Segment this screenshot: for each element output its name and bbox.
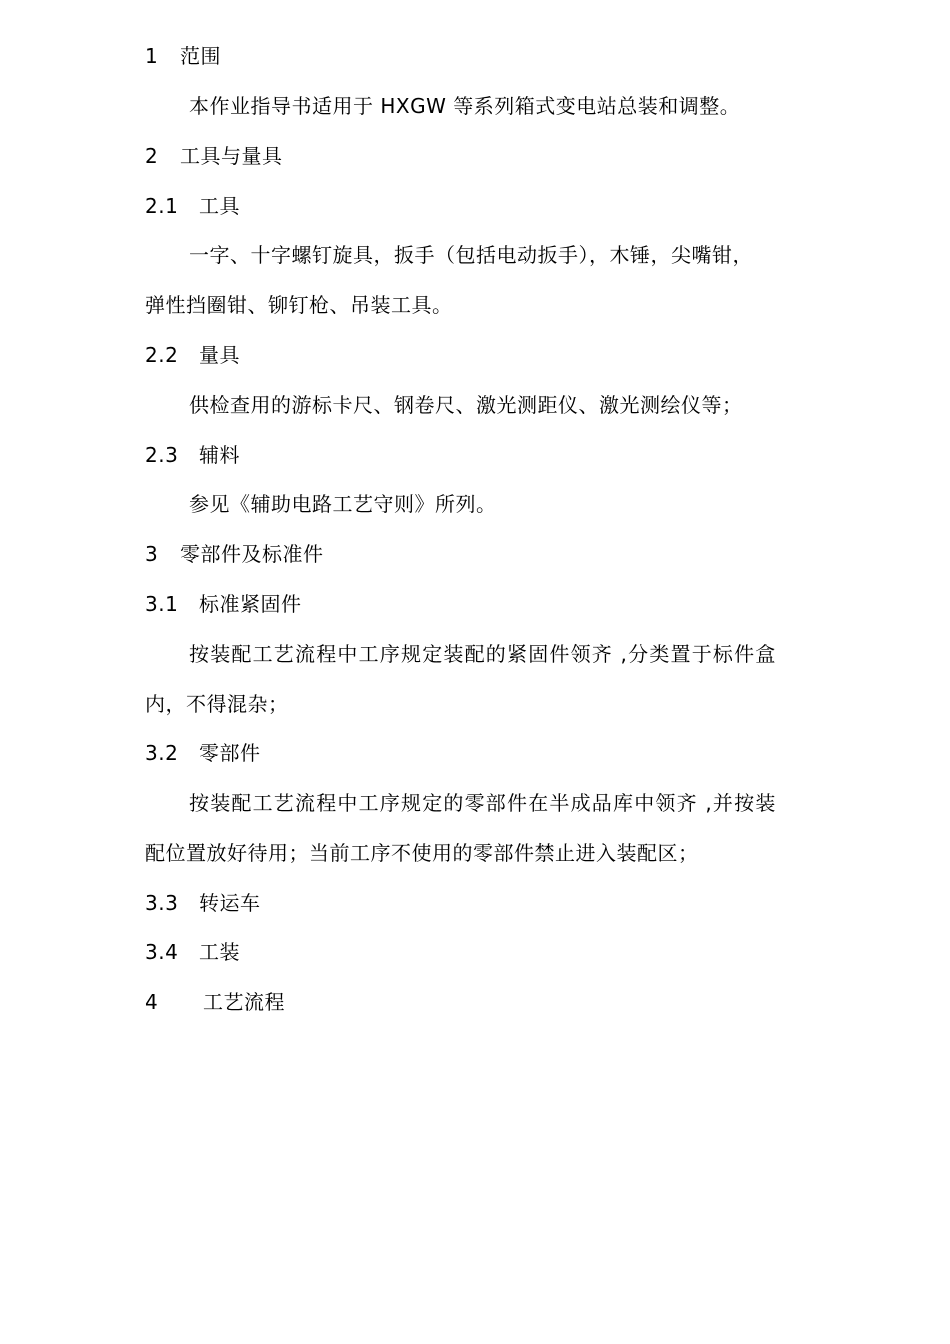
paragraph-gauges: 供检查用的游标卡尺、钢卷尺、激光测距仪、激光测绘仪等； (189, 393, 743, 417)
heading-title: 工艺流程 (203, 990, 285, 1014)
paragraph-fasteners-line1: 按装配工艺流程中工序规定装配的紧固件领齐 ,分类置于标件盒 (189, 642, 777, 666)
heading-title: 零部件 (199, 741, 261, 765)
heading-title: 转运车 (199, 891, 261, 915)
heading-number: 3 (145, 542, 159, 566)
paragraph-scope: 本作业指导书适用于 HXGW 等系列箱式变电站总装和调整。 (189, 94, 741, 118)
heading-2-1 (145, 194, 240, 218)
heading-number: 4 (145, 990, 159, 1014)
heading-title: 零部件及标准件 (180, 542, 324, 566)
heading-title: 辅料 (199, 443, 240, 467)
heading-number: 1 (145, 44, 159, 68)
paragraph-fasteners-line2: 内，不得混杂； (145, 692, 289, 716)
paragraph-parts-line2: 配位置放好待用；当前工序不使用的零部件禁止进入装配区； (145, 841, 699, 865)
heading-number: 3.3 (145, 891, 179, 915)
heading-4 (145, 990, 285, 1014)
heading-title: 工具与量具 (180, 144, 283, 168)
paragraph-tools-line2: 弹性挡圈钳、铆钉枪、吊装工具。 (145, 293, 453, 317)
paragraph-materials: 参见《辅助电路工艺守则》所列。 (189, 492, 497, 516)
heading-title: 工具 (199, 194, 240, 218)
heading-number: 3.1 (145, 592, 179, 616)
heading-3 (145, 542, 324, 566)
paragraph-tools-line1: 一字、十字螺钉旋具，扳手（包括电动扳手），木锤，尖嘴钳， (189, 243, 753, 267)
heading-number: 2.3 (145, 443, 179, 467)
heading-number: 3.2 (145, 741, 179, 765)
heading-2-3 (145, 443, 240, 467)
heading-number: 2.2 (145, 343, 179, 367)
heading-2-2 (145, 343, 240, 367)
paragraph-parts-line1: 按装配工艺流程中工序规定的零部件在半成品库中领齐 ,并按装 (189, 791, 777, 815)
heading-number: 2 (145, 144, 159, 168)
heading-3-4 (145, 940, 240, 964)
heading-title: 标准紧固件 (199, 592, 302, 616)
heading-number: 3.4 (145, 940, 179, 964)
heading-3-1 (145, 592, 302, 616)
heading-1 (145, 44, 221, 68)
heading-title: 范围 (180, 44, 221, 68)
heading-number: 2.1 (145, 194, 179, 218)
heading-title: 工装 (199, 940, 240, 964)
heading-3-3 (145, 891, 261, 915)
heading-2 (145, 144, 283, 168)
heading-3-2 (145, 741, 261, 765)
heading-title: 量具 (199, 343, 240, 367)
